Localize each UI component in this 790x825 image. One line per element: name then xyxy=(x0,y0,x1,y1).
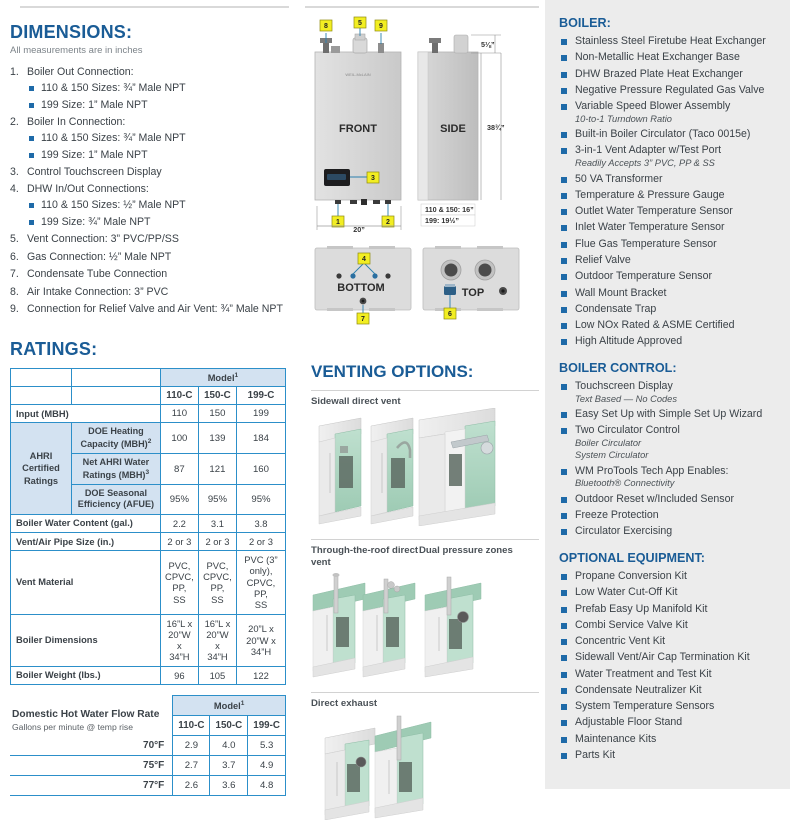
data-cell: 2.6 xyxy=(173,776,210,796)
list-item-subtext: 10-to-1 Turndown Ratio xyxy=(575,113,672,124)
dimensions-heading: DIMENSIONS: xyxy=(10,22,133,42)
front-view-label: FRONT xyxy=(339,123,377,135)
optional-equipment-item xyxy=(559,619,782,633)
optional-equipment-item xyxy=(559,716,782,730)
list-item-label: Sidewall Vent/Air Cap Termination Kit xyxy=(575,651,750,664)
row-label: Boiler Water Content (gal.) xyxy=(11,514,161,532)
boiler-feature-item xyxy=(559,51,782,65)
svg-text:2: 2 xyxy=(386,219,390,226)
svg-text:7: 7 xyxy=(361,316,365,323)
spacer-cell xyxy=(72,369,161,387)
data-cell: 2.2 xyxy=(160,514,198,532)
list-item-label: 50 VA Transformer xyxy=(575,172,663,185)
optional-equipment-item xyxy=(559,684,782,698)
list-item-label: DHW Brazed Plate Heat Exchanger xyxy=(575,67,743,80)
dimension-item-label: Gas Connection: ½” Male NPT xyxy=(27,250,172,263)
boiler-drawings xyxy=(305,8,545,348)
boiler-feature-item xyxy=(559,68,782,82)
boiler-control-item xyxy=(559,408,782,422)
svg-text:3: 3 xyxy=(371,175,375,182)
optional-equipment-list xyxy=(559,570,782,763)
ratings-heading: RATINGS: xyxy=(10,339,98,360)
dimension-item-label: Vent Connection: 3” PVC/PP/SS xyxy=(27,233,179,246)
dimension-item-label: Boiler Out Connection: xyxy=(27,66,134,78)
list-item-label: High Altitude Approved xyxy=(575,335,683,348)
list-item-label: Variable Speed Blower Assembly xyxy=(575,100,731,113)
list-item-label: Circulator Exercising xyxy=(575,525,673,538)
dimension-item-number: 8. xyxy=(10,285,19,298)
dimensions-list xyxy=(10,66,295,317)
list-item-label: Low Water Cut-Off Kit xyxy=(575,586,678,599)
list-item-label: Outdoor Temperature Sensor xyxy=(575,270,713,283)
data-cell: 3.1 xyxy=(198,514,236,532)
data-cell: PVC, CPVC, PP, SS xyxy=(160,551,198,614)
list-item-label: Outdoor Reset w/Included Sensor xyxy=(575,492,734,505)
list-item-label: Parts Kit xyxy=(575,748,616,761)
data-cell: 95% xyxy=(236,484,285,514)
venting-divider-3 xyxy=(311,692,539,693)
data-cell: 4.0 xyxy=(210,736,248,756)
model-column-header: 199-C xyxy=(236,387,285,405)
list-item-label: Wall Mount Bracket xyxy=(575,286,667,299)
dimension-item-number: 7. xyxy=(10,268,19,281)
dimension-subitem-list xyxy=(27,82,295,113)
list-item-label: Flue Gas Temperature Sensor xyxy=(575,237,717,250)
data-cell: 2 or 3 xyxy=(198,532,236,550)
dhw-model-column-header: 110-C xyxy=(173,716,210,736)
boiler-control-list xyxy=(559,380,782,539)
boiler-control-item xyxy=(559,380,782,406)
boiler-feature-item xyxy=(559,335,782,349)
boiler-feature-item xyxy=(559,270,782,284)
front-width-dim: 20” xyxy=(353,225,365,234)
list-item-label: Easy Set Up with Simple Set Up Wizard xyxy=(575,408,763,421)
list-item-subtext: Boiler Circulator xyxy=(575,438,642,449)
table-row xyxy=(10,736,286,756)
data-cell: 184 xyxy=(236,423,285,454)
svg-text:WEIL-McLAIN: WEIL-McLAIN xyxy=(345,72,371,77)
list-item-label: Concentric Vent Kit xyxy=(575,635,666,648)
data-cell: 110 xyxy=(160,405,198,423)
venting-label-sidewall: Sidewall direct vent xyxy=(311,396,401,407)
dhw-model-column-header: 150-C xyxy=(210,716,248,736)
optional-equipment-item xyxy=(559,635,782,649)
boiler-feature-item xyxy=(559,144,782,170)
venting-divider-1 xyxy=(311,390,539,391)
table-row xyxy=(11,369,286,387)
dimension-subitem: 110 & 150 Sizes: ¾” Male NPT xyxy=(27,132,295,146)
data-cell: 16”L x 20”W x 34”H xyxy=(198,614,236,666)
dhw-row-label: 77°F xyxy=(10,776,173,796)
data-cell: 121 xyxy=(198,454,236,485)
list-item-label: Prefab Easy Up Manifold Kit xyxy=(575,602,708,615)
dhw-table xyxy=(10,695,286,796)
boiler-heading: BOILER: xyxy=(559,16,611,30)
callout-3 xyxy=(367,172,379,183)
ahri-row-label: Net AHRI Water Ratings (MBH)$^3$ xyxy=(72,454,161,485)
optional-equipment-heading: OPTIONAL EQUIPMENT: xyxy=(559,550,706,565)
list-item-label: Negative Pressure Regulated Gas Valve xyxy=(575,83,765,96)
svg-text:6: 6 xyxy=(448,311,452,318)
ahri-group-label: AHRI Certified Ratings xyxy=(11,423,72,514)
optional-equipment-item xyxy=(559,651,782,665)
data-cell: 5.3 xyxy=(248,736,286,756)
venting-label-roof: Through-the-roof direct vent xyxy=(311,544,419,568)
data-cell: 96 xyxy=(160,666,198,684)
dimension-item-number: 6. xyxy=(10,250,19,263)
table-row xyxy=(10,696,286,716)
svg-text:4: 4 xyxy=(362,256,366,263)
dimension-item xyxy=(10,166,295,180)
list-item-subtext: Bluetooth® Connectivity xyxy=(575,478,675,489)
boiler-views-svg xyxy=(305,8,545,348)
data-cell: 160 xyxy=(236,454,285,485)
dimension-item xyxy=(10,183,295,230)
data-cell: 95% xyxy=(160,484,198,514)
venting-direct-exhaust-diagram xyxy=(305,710,545,820)
svg-text:8: 8 xyxy=(324,23,328,30)
list-item-label: Relief Valve xyxy=(575,253,631,266)
dhw-row-label: 70°F xyxy=(10,736,173,756)
data-cell: 20”L x 20”W x 34”H xyxy=(236,614,285,666)
dimension-item xyxy=(10,286,295,300)
dhw-title: Domestic Hot Water Flow Rate xyxy=(12,708,160,720)
boiler-feature-list xyxy=(559,35,782,349)
row-label: Vent Material xyxy=(11,551,161,614)
dimension-item-label: Boiler In Connection: xyxy=(27,116,126,128)
data-cell: 4.9 xyxy=(248,756,286,776)
side-top-dim: 5⅛” xyxy=(481,40,495,49)
boiler-feature-item xyxy=(559,100,782,126)
callout-9 xyxy=(375,20,387,31)
data-cell: 3.7 xyxy=(210,756,248,776)
list-item-subtext: Readily Accepts 3” PVC, PP & SS xyxy=(575,158,715,169)
boiler-feature-item xyxy=(559,303,782,317)
callout-8 xyxy=(320,20,332,31)
callout-7 xyxy=(357,313,369,324)
list-item-label: Built-in Boiler Circulator (Taco 0015e) xyxy=(575,128,751,141)
right-sidebar xyxy=(545,0,790,789)
dimension-item-number: 3. xyxy=(10,166,19,178)
boiler-control-item xyxy=(559,493,782,507)
optional-equipment-item xyxy=(559,603,782,617)
table-row xyxy=(11,514,286,532)
dhw-model-header: Model$^1$ xyxy=(173,696,286,716)
dimension-item-label: Condensate Tube Connection xyxy=(27,268,168,281)
data-cell: 150 xyxy=(198,405,236,423)
venting-label-dual: Dual pressure zones xyxy=(419,544,513,556)
callout-4 xyxy=(358,253,370,264)
data-cell: PVC, CPVC, PP, SS xyxy=(198,551,236,614)
model-header: Model$^1$ xyxy=(160,369,285,387)
spacer-cell xyxy=(72,387,161,405)
optional-equipment-item xyxy=(559,570,782,584)
list-item-label: Temperature & Pressure Gauge xyxy=(575,188,725,201)
venting-label-direct-exhaust: Direct exhaust xyxy=(311,697,378,709)
dimension-item xyxy=(10,268,295,282)
ratings-table xyxy=(10,368,286,685)
list-item-label: 3-in-1 Vent Adapter w/Test Port xyxy=(575,144,722,157)
boiler-feature-item xyxy=(559,35,782,49)
svg-text:5: 5 xyxy=(358,20,362,27)
dimension-item-label: Control Touchscreen Display xyxy=(27,166,162,178)
dimension-item xyxy=(10,66,295,113)
dhw-note: Gallons per minute @ temp rise xyxy=(12,721,133,732)
data-cell: PVC (3” only), CPVC, PP, SS xyxy=(236,551,285,614)
data-cell: 2 or 3 xyxy=(160,532,198,550)
data-cell: 2.7 xyxy=(173,756,210,776)
boiler-feature-item xyxy=(559,189,782,203)
list-item-label: Maintenance Kits xyxy=(575,732,657,745)
table-row xyxy=(11,614,286,666)
data-cell: 3.8 xyxy=(236,514,285,532)
list-item-label: Inlet Water Temperature Sensor xyxy=(575,221,725,234)
data-cell: 2.9 xyxy=(173,736,210,756)
dimension-subitem: 110 & 150 Sizes: ¾” Male NPT xyxy=(27,82,295,96)
data-cell: 4.8 xyxy=(248,776,286,796)
side-height-dim: 38¾” xyxy=(487,123,505,132)
dimension-item xyxy=(10,251,295,265)
list-item-label: Condensate Trap xyxy=(575,302,657,315)
spacer-cell xyxy=(11,387,72,405)
boiler-control-item xyxy=(559,509,782,523)
list-item-label: Touchscreen Display xyxy=(575,380,673,393)
table-row xyxy=(11,666,286,684)
venting-divider-2 xyxy=(311,539,539,540)
dhw-model-column-header: 199-C xyxy=(248,716,286,736)
left-column xyxy=(0,0,305,792)
svg-text:1: 1 xyxy=(336,219,340,226)
callout-6 xyxy=(444,308,456,319)
middle-column xyxy=(305,0,545,789)
model-column-header: 110-C xyxy=(160,387,198,405)
row-label: Boiler Dimensions xyxy=(11,614,161,666)
callout-5 xyxy=(354,17,366,28)
optional-equipment-item xyxy=(559,668,782,682)
dimension-subitem-list xyxy=(27,199,295,230)
list-item-label: Water Treatment and Test Kit xyxy=(575,667,712,680)
dimension-item-number: 4. xyxy=(10,183,19,196)
dimension-item xyxy=(10,116,295,163)
dimension-item-number: 5. xyxy=(10,233,19,246)
callout-1 xyxy=(332,216,344,227)
list-item-label: Combi Service Valve Kit xyxy=(575,618,688,631)
data-cell: 2 or 3 xyxy=(236,532,285,550)
data-cell: 100 xyxy=(160,423,198,454)
data-cell: 199 xyxy=(236,405,285,423)
side-view-label: SIDE xyxy=(440,123,466,135)
list-item-label: Outlet Water Temperature Sensor xyxy=(575,205,733,218)
table-row xyxy=(11,387,286,405)
venting-sidewall-diagram xyxy=(305,408,545,526)
side-depth-dim-2: 199: 19½” xyxy=(425,216,459,225)
side-depth-dim-1: 110 & 150: 16” xyxy=(425,205,474,214)
table-row xyxy=(11,551,286,614)
top-divider xyxy=(20,6,289,8)
dimension-item-number: 9. xyxy=(10,303,19,316)
dhw-row-label: 75°F xyxy=(10,756,173,776)
dimension-subitem: 199 Size: 1” Male NPT xyxy=(27,99,295,113)
boiler-control-heading: BOILER CONTROL: xyxy=(559,361,677,376)
data-cell: 3.6 xyxy=(210,776,248,796)
data-cell: 87 xyxy=(160,454,198,485)
list-item-subtext: System Circulator xyxy=(575,450,649,461)
list-item-subtext: Text Based — No Codes xyxy=(575,393,677,404)
dimension-subitem: 199 Size: ¾” Male NPT xyxy=(27,216,295,230)
data-cell: 122 xyxy=(236,666,285,684)
list-item-label: Non-Metallic Heat Exchanger Base xyxy=(575,51,740,64)
ahri-row-label: DOE Heating Capacity (MBH)$^2$ xyxy=(72,423,161,454)
optional-equipment-item xyxy=(559,586,782,600)
spacer-cell xyxy=(11,369,72,387)
optional-equipment-item xyxy=(559,749,782,763)
ahri-row-label: DOE Seasonal Efficiency (AFUE) xyxy=(72,484,161,514)
boiler-feature-item xyxy=(559,254,782,268)
dimension-item-label: DHW In/Out Connections: xyxy=(27,183,149,196)
optional-equipment-item xyxy=(559,700,782,714)
optional-equipment-item xyxy=(559,733,782,747)
boiler-feature-item xyxy=(559,287,782,301)
model-column-header: 150-C xyxy=(198,387,236,405)
callout-2 xyxy=(382,216,394,227)
row-label: Vent/Air Pipe Size (in.) xyxy=(11,532,161,550)
list-item-label: Freeze Protection xyxy=(575,508,659,521)
table-row xyxy=(11,532,286,550)
boiler-control-item xyxy=(559,525,782,539)
list-item-label: Low NOx Rated & ASME Certified xyxy=(575,319,735,332)
dimension-subitem-list xyxy=(27,132,295,163)
boiler-feature-item xyxy=(559,173,782,187)
svg-text:9: 9 xyxy=(379,23,383,30)
list-item-label: System Temperature Sensors xyxy=(575,700,715,713)
data-cell: 95% xyxy=(198,484,236,514)
dimension-item xyxy=(10,303,295,317)
dhw-title-cell xyxy=(10,696,173,736)
dimension-item-label: Connection for Relief Valve and Air Vent: ¾” Male NPT xyxy=(27,303,283,316)
dimensions-subtitle: All measurements are in inches xyxy=(10,45,143,56)
bottom-view-label: BOTTOM xyxy=(337,282,385,294)
list-item-label: WM ProTools Tech App Enables: xyxy=(575,464,729,477)
data-cell: 16”L x 20”W x 34”H xyxy=(160,614,198,666)
dimension-item-number: 1. xyxy=(10,66,19,78)
dimension-subitem: 110 & 150 Sizes: ½” Male NPT xyxy=(27,199,295,213)
boiler-feature-item xyxy=(559,84,782,98)
row-label: Input (MBH) xyxy=(11,405,161,423)
dimension-item-number: 2. xyxy=(10,116,19,128)
venting-roof-dual-diagram xyxy=(305,569,545,679)
boiler-feature-item xyxy=(559,128,782,142)
boiler-feature-item xyxy=(559,319,782,333)
dimension-item xyxy=(10,233,295,247)
list-item-label: Two Circulator Control xyxy=(575,424,680,437)
list-item-label: Propane Conversion Kit xyxy=(575,569,687,582)
dimension-subitem: 199 Size: 1” Male NPT xyxy=(27,149,295,163)
list-item-label: Condensate Neutralizer Kit xyxy=(575,683,702,696)
boiler-feature-item xyxy=(559,238,782,252)
list-item-label: Adjustable Floor Stand xyxy=(575,716,683,729)
table-row xyxy=(10,776,286,796)
table-row xyxy=(11,423,286,454)
boiler-control-item xyxy=(559,424,782,462)
list-item-label: Stainless Steel Firetube Heat Exchanger xyxy=(575,35,766,47)
top-view-label: TOP xyxy=(461,287,485,299)
boiler-feature-item xyxy=(559,221,782,235)
data-cell: 139 xyxy=(198,423,236,454)
data-cell: 105 xyxy=(198,666,236,684)
table-row xyxy=(11,405,286,423)
boiler-control-item xyxy=(559,465,782,491)
dimension-item-label: Air Intake Connection: 3” PVC xyxy=(27,285,169,298)
row-label: Boiler Weight (lbs.) xyxy=(11,666,161,684)
venting-heading: VENTING OPTIONS: xyxy=(311,362,474,381)
table-row xyxy=(10,756,286,776)
boiler-feature-item xyxy=(559,205,782,219)
